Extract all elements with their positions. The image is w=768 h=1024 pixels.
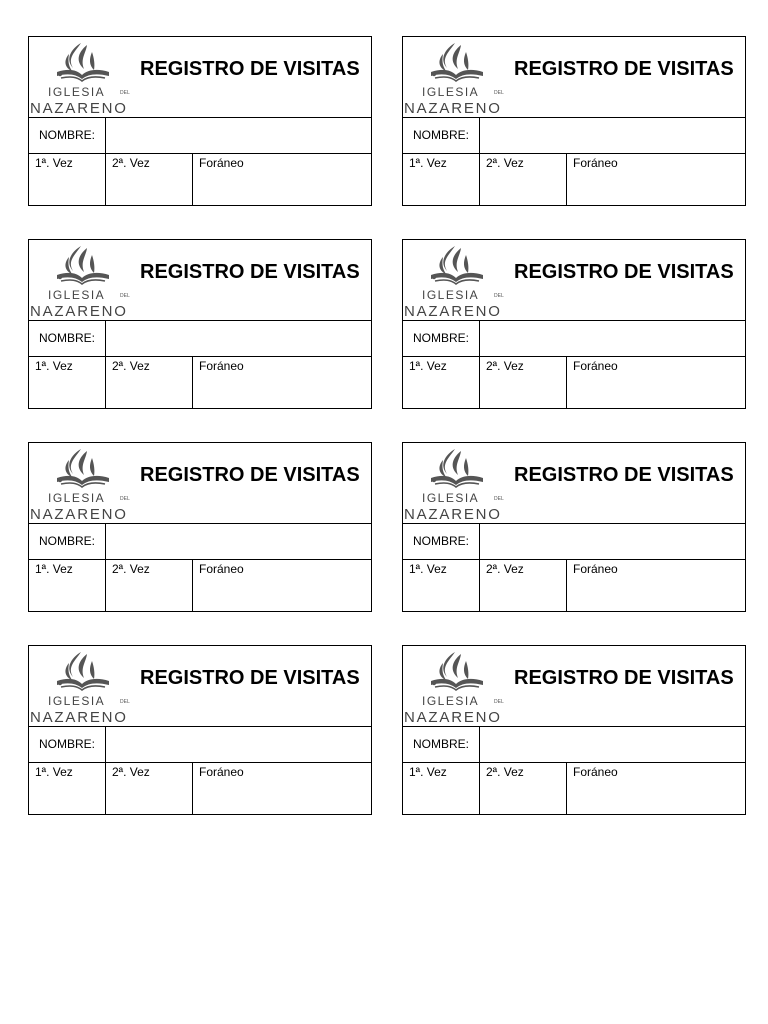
visit-type-row (29, 560, 371, 611)
visit-card-5 (28, 442, 372, 612)
first-visit-cell[interactable]: 1ª. Vez (403, 154, 480, 205)
card-header (29, 240, 371, 321)
name-row (403, 524, 745, 560)
name-label: NOMBRE: (403, 321, 480, 356)
logo-text-nazareno: NAZARENO (404, 100, 502, 117)
card-header (403, 37, 745, 118)
logo-text-iglesia: IGLESIA (48, 694, 106, 708)
second-visit-cell[interactable]: 2ª. Vez (480, 763, 567, 814)
name-label: NOMBRE: (403, 524, 480, 559)
visit-card-8 (402, 645, 746, 815)
card-title: REGISTRO DE VISITAS (140, 464, 360, 486)
logo-text-nazareno: NAZARENO (30, 709, 128, 726)
name-label: NOMBRE: (29, 727, 106, 762)
logo-text-nazareno: NAZARENO (30, 303, 128, 320)
card-title: REGISTRO DE VISITAS (514, 667, 734, 689)
logo-text-nazareno: NAZARENO (404, 506, 502, 523)
logo-text-del: DEL (120, 699, 130, 705)
name-label: NOMBRE: (403, 118, 480, 153)
second-visit-cell[interactable]: 2ª. Vez (106, 763, 193, 814)
name-field[interactable] (106, 321, 371, 356)
first-visit-cell[interactable]: 1ª. Vez (403, 357, 480, 408)
name-field[interactable] (480, 118, 745, 153)
first-visit-cell[interactable]: 1ª. Vez (29, 560, 106, 611)
name-field[interactable] (480, 524, 745, 559)
second-visit-cell[interactable]: 2ª. Vez (480, 357, 567, 408)
card-header (403, 443, 745, 524)
foreign-visitor-cell[interactable]: Foráneo (199, 765, 244, 779)
logo-text-del: DEL (494, 699, 504, 705)
card-title: REGISTRO DE VISITAS (514, 464, 734, 486)
visit-type-row (403, 154, 745, 205)
flame-book-logo-icon (51, 445, 113, 491)
logo-text-del: DEL (120, 496, 130, 502)
name-row (29, 118, 371, 154)
card-title: REGISTRO DE VISITAS (140, 58, 360, 80)
second-visit-cell[interactable]: 2ª. Vez (106, 154, 193, 205)
flame-book-logo-icon (51, 242, 113, 288)
logo-text-iglesia: IGLESIA (48, 288, 106, 302)
visit-type-row (403, 357, 745, 408)
name-label: NOMBRE: (403, 727, 480, 762)
name-field[interactable] (480, 321, 745, 356)
flame-book-logo-icon (425, 242, 487, 288)
flame-book-logo-icon (425, 39, 487, 85)
visit-type-row (403, 763, 745, 814)
flame-book-logo-icon (51, 39, 113, 85)
flame-book-logo-icon (51, 648, 113, 694)
first-visit-cell[interactable]: 1ª. Vez (29, 763, 106, 814)
visit-card-6 (402, 442, 746, 612)
name-row (403, 727, 745, 763)
first-visit-cell[interactable]: 1ª. Vez (29, 154, 106, 205)
first-visit-cell[interactable]: 1ª. Vez (403, 763, 480, 814)
card-title: REGISTRO DE VISITAS (140, 261, 360, 283)
flame-book-logo-icon (425, 648, 487, 694)
logo-text-nazareno: NAZARENO (404, 303, 502, 320)
card-title: REGISTRO DE VISITAS (514, 58, 734, 80)
name-field[interactable] (106, 118, 371, 153)
first-visit-cell[interactable]: 1ª. Vez (403, 560, 480, 611)
name-label: NOMBRE: (29, 321, 106, 356)
flame-book-logo-icon (425, 445, 487, 491)
card-title: REGISTRO DE VISITAS (514, 261, 734, 283)
visit-card-4 (402, 239, 746, 409)
logo-text-nazareno: NAZARENO (404, 709, 502, 726)
foreign-visitor-cell[interactable]: Foráneo (573, 359, 618, 373)
second-visit-cell[interactable]: 2ª. Vez (106, 560, 193, 611)
visit-card-2 (402, 36, 746, 206)
name-field[interactable] (106, 524, 371, 559)
logo-text-iglesia: IGLESIA (48, 491, 106, 505)
card-header (29, 646, 371, 727)
name-row (403, 118, 745, 154)
card-title: REGISTRO DE VISITAS (140, 667, 360, 689)
visit-card-7 (28, 645, 372, 815)
visit-type-row (29, 357, 371, 408)
foreign-visitor-cell[interactable]: Foráneo (199, 359, 244, 373)
name-row (403, 321, 745, 357)
name-label: NOMBRE: (29, 524, 106, 559)
name-label: NOMBRE: (29, 118, 106, 153)
second-visit-cell[interactable]: 2ª. Vez (480, 560, 567, 611)
name-row (29, 524, 371, 560)
visit-type-row (29, 154, 371, 205)
second-visit-cell[interactable]: 2ª. Vez (480, 154, 567, 205)
visit-type-row (29, 763, 371, 814)
name-field[interactable] (480, 727, 745, 762)
logo-text-nazareno: NAZARENO (30, 506, 128, 523)
name-row (29, 321, 371, 357)
name-row (29, 727, 371, 763)
logo-text-nazareno: NAZARENO (30, 100, 128, 117)
card-header (29, 443, 371, 524)
foreign-visitor-cell[interactable]: Foráneo (573, 765, 618, 779)
logo-text-del: DEL (120, 90, 130, 96)
logo-text-del: DEL (494, 90, 504, 96)
name-field[interactable] (106, 727, 371, 762)
logo-text-iglesia: IGLESIA (422, 694, 480, 708)
logo-text-del: DEL (494, 293, 504, 299)
logo-text-iglesia: IGLESIA (422, 85, 480, 99)
visit-type-row (403, 560, 745, 611)
logo-text-del: DEL (494, 496, 504, 502)
card-header (403, 240, 745, 321)
logo-text-iglesia: IGLESIA (422, 288, 480, 302)
foreign-visitor-cell[interactable]: Foráneo (573, 156, 618, 170)
foreign-visitor-cell[interactable]: Foráneo (573, 562, 618, 576)
visit-card-1 (28, 36, 372, 206)
logo-text-del: DEL (120, 293, 130, 299)
foreign-visitor-cell[interactable]: Foráneo (199, 562, 244, 576)
second-visit-cell[interactable]: 2ª. Vez (106, 357, 193, 408)
foreign-visitor-cell[interactable]: Foráneo (199, 156, 244, 170)
logo-text-iglesia: IGLESIA (422, 491, 480, 505)
card-header (29, 37, 371, 118)
first-visit-cell[interactable]: 1ª. Vez (29, 357, 106, 408)
visit-card-3 (28, 239, 372, 409)
logo-text-iglesia: IGLESIA (48, 85, 106, 99)
card-header (403, 646, 745, 727)
